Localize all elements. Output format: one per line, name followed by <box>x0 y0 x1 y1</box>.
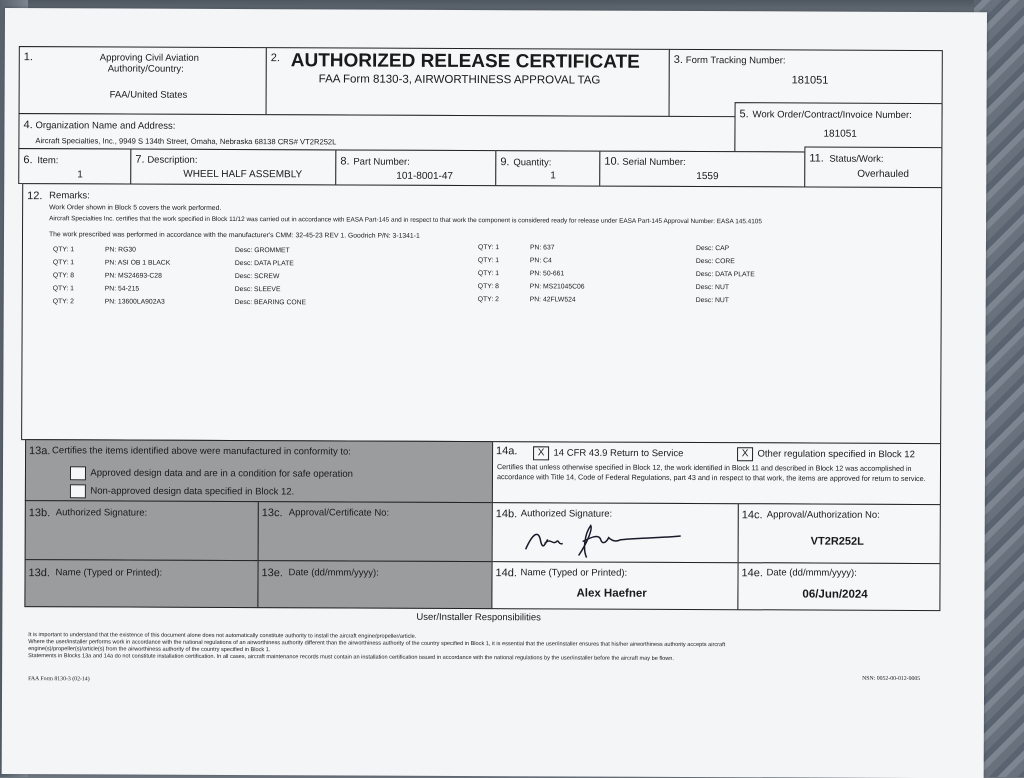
part-qty: QTY: 1 <box>53 246 74 253</box>
block-9-label: Quantity: <box>513 157 551 168</box>
block-6 <box>18 148 131 184</box>
block-13d <box>24 559 258 608</box>
remarks-line-2: Aircraft Specialties Inc. certifies that the work specified in Block 11/12 was carried out in accordance with EASA Part-145 and in respect to that work the component is considered ready for release under EASA Part-145 Approval Number: EASA 145.4105 <box>49 215 762 225</box>
block-3-number: 3. <box>674 54 683 66</box>
remarks-line-1: Work Order shown in Block 5 covers the work performed. <box>49 204 221 212</box>
block-14e <box>737 562 940 611</box>
responsibilities-heading: User/Installer Responsibilities <box>416 612 541 624</box>
block-13d-label: Name (Typed or Printed): <box>56 567 163 578</box>
block-13a-label: Certifies the items identified above were manufactured in conformity to: <box>52 445 351 457</box>
block-13c <box>258 501 493 562</box>
block-14d-label: Name (Typed or Printed): <box>521 567 628 578</box>
form-revision-id: FAA Form 8130-3 (02-14) <box>28 676 90 682</box>
block-13b-label: Authorized Signature: <box>56 507 147 518</box>
block-2-number: 2. <box>271 52 280 64</box>
part-qty: QTY: 1 <box>478 257 499 264</box>
block-12-label: Remarks: <box>49 190 90 201</box>
block-10 <box>599 151 805 188</box>
block-6-label: Item: <box>37 155 58 166</box>
approval-number-value: VT2R252L <box>811 536 864 548</box>
remarks-line-3: The work prescribed was performed in accordance with the manufacturer's CMM: 32-45-23 REV 1. Goodrich P/N: 3-1341-1 <box>49 231 420 240</box>
status-work-value: Overhauled <box>857 169 909 180</box>
form-subtitle: FAA Form 8130-3, AIRWORTHINESS APPROVAL TAG <box>319 73 601 86</box>
block-1 <box>19 46 267 115</box>
item-number: 1 <box>77 169 83 180</box>
block-13b <box>25 500 259 561</box>
return-to-service-checkbox[interactable]: X <box>533 446 549 460</box>
block-14d-number: 14d. <box>496 567 517 579</box>
part-qty: QTY: 8 <box>53 272 74 279</box>
block-13e <box>257 560 492 609</box>
part-qty: QTY: 1 <box>53 285 74 292</box>
block-14a-number: 14a. <box>496 445 517 457</box>
block-13b-number: 13b. <box>29 507 50 519</box>
part-pn: PN: ASI OB 1 BLACK <box>105 259 170 266</box>
part-qty: QTY: 1 <box>53 259 74 266</box>
block-13c-label: Approval/Certificate No: <box>289 507 389 518</box>
block-14c <box>738 503 941 564</box>
block-14e-label: Date (dd/mmm/yyyy): <box>767 567 857 578</box>
block-13d-number: 13d. <box>29 567 50 579</box>
serial-number-value: 1559 <box>696 171 718 182</box>
block-4-label: Organization Name and Address: <box>35 120 175 132</box>
block-14b-label: Authorized Signature: <box>521 508 612 519</box>
part-desc: Desc: GROMMET <box>235 247 290 254</box>
other-regulation-label: Other regulation specified in Block 12 <box>757 449 914 461</box>
block-5 <box>734 102 942 153</box>
block-14b-number: 14b. <box>496 508 517 520</box>
part-pn: PN: 54-215 <box>105 285 139 292</box>
part-pn: PN: MS24693-C28 <box>105 272 162 279</box>
certificate-paper <box>2 8 987 778</box>
block-13e-label: Date (dd/mmm/yyyy): <box>289 567 379 578</box>
block-9-number: 9. <box>500 156 509 168</box>
organization-name-address: Aircraft Specialties, Inc., 9949 S 134th Street, Omaha, Nebraska 68138 CRS# VT2R252L <box>35 136 336 146</box>
nsn-number: NSN: 0052-00-012-9005 <box>862 676 920 682</box>
return-to-service-label: 14 CFR 43.9 Return to Service <box>553 448 683 460</box>
block-1-value: FAA/United States <box>110 89 188 100</box>
block-14c-number: 14c. <box>742 509 763 521</box>
part-pn: PN: MS21045C06 <box>530 283 585 290</box>
block-14a <box>492 441 941 505</box>
block-13a <box>25 439 493 503</box>
part-qty: QTY: 2 <box>53 298 74 305</box>
block-5-label: Work Order/Contract/Invoice Number: <box>753 109 912 121</box>
block-12-remarks <box>21 183 942 444</box>
other-regulation-checkbox[interactable]: X <box>737 447 753 461</box>
part-desc: Desc: SLEEVE <box>235 286 281 293</box>
block-11-label: Status/Work: <box>829 154 883 165</box>
part-desc: Desc: CAP <box>696 245 729 252</box>
block-9 <box>495 150 600 186</box>
block-6-number: 6. <box>23 154 32 166</box>
part-desc: Desc: SCREW <box>235 273 280 280</box>
block-11-number: 11. <box>809 153 824 165</box>
part-qty: QTY: 8 <box>478 283 499 290</box>
block-13a-number: 13a. <box>29 445 50 457</box>
part-desc: Desc: NUT <box>696 284 729 291</box>
block-14a-certification-text: Certifies that unless otherwise specified in Block 12, the work identified in Block 11 and described in Block 12 was accomplished in accordance with Title 14, Code of Federal Regulations, part 43 and in respect to that work, the items are approved for return to service. <box>497 462 937 483</box>
approved-design-checkbox[interactable] <box>70 466 86 480</box>
block-1-number: 1. <box>24 51 33 63</box>
block-7 <box>130 149 336 186</box>
block-14e-number: 14e. <box>742 567 763 579</box>
part-qty: QTY: 2 <box>478 296 499 303</box>
part-desc: Desc: NUT <box>696 297 729 304</box>
block-3-label: Form Tracking Number: <box>686 55 786 66</box>
part-desc: Desc: BEARING CONE <box>235 299 306 306</box>
block-13a-option-2[interactable] <box>70 482 294 501</box>
date-value: 06/Jun/2024 <box>802 588 867 600</box>
responsibilities-paragraph-2: Where the user/installer performs work in accordance with the national regulations of an airworthiness authority different than the airworthiness authority of the country specified in Block 1, it is essential that the user/installer ensures that his/her airworthiness authority accepts aircraft <box>28 639 725 648</box>
block-13a-option-1[interactable] <box>70 464 353 483</box>
block-14c-label: Approval/Authorization No: <box>767 509 880 520</box>
block-8-number: 8. <box>340 155 349 167</box>
block-14b <box>492 502 739 563</box>
block-12-number: 12. <box>27 190 42 202</box>
part-qty: QTY: 1 <box>478 270 499 277</box>
part-pn: PN: 13600LA902A3 <box>105 298 165 305</box>
part-pn: PN: 50-661 <box>530 270 564 277</box>
block-7-number: 7. <box>135 154 144 166</box>
part-pn: PN: RG30 <box>105 246 136 253</box>
part-number-value: 101-8001-47 <box>396 171 453 182</box>
block-13c-number: 13c. <box>262 507 283 519</box>
form-tracking-number: 181051 <box>792 74 829 86</box>
block-10-number: 10. <box>604 156 619 168</box>
block-8-label: Part Number: <box>353 157 410 168</box>
form-title: AUTHORIZED RELEASE CERTIFICATE <box>291 50 640 74</box>
block-1-label-line1: Approving Civil Aviation <box>100 52 199 63</box>
block-4 <box>18 113 735 152</box>
part-pn: PN: C4 <box>530 257 552 264</box>
work-order-number: 181051 <box>823 129 856 140</box>
part-qty: QTY: 1 <box>478 244 499 251</box>
authorized-signature-image <box>521 519 691 562</box>
part-desc: Desc: CORE <box>696 258 735 265</box>
block-5-number: 5. <box>740 108 749 120</box>
non-approved-design-checkbox[interactable] <box>70 484 86 498</box>
block-13e-number: 13e. <box>262 567 283 579</box>
approved-design-label: Approved design data and are in a condition for safe operation <box>90 468 353 480</box>
responsibilities-paragraph-3: engine(s)/propeller(s)/article(s) from the airworthiness authority of the country specified in Block 1. <box>28 646 270 653</box>
part-desc: Desc: DATA PLATE <box>235 260 294 267</box>
part-pn: PN: 637 <box>530 244 555 251</box>
description-value: WHEEL HALF ASSEMBLY <box>183 169 302 181</box>
part-desc: Desc: DATA PLATE <box>696 271 755 278</box>
responsibilities-paragraph-4: Statements in Blocks 13a and 14a do not constitute installation certification. In all cases, aircraft maintenance records must contain an installation certification issued in accordance with the national regulations by the user/installer before the aircraft may be flown. <box>28 653 674 662</box>
block-1-label-line2: Authority/Country: <box>108 63 184 74</box>
non-approved-design-label: Non-approved design data specified in Block 12. <box>90 486 294 498</box>
block-11 <box>804 146 942 188</box>
quantity-value: 1 <box>550 170 556 181</box>
part-pn: PN: 42FLW524 <box>530 296 576 303</box>
printed-name-value: Alex Haefner <box>576 587 646 599</box>
block-7-label: Description: <box>147 155 197 166</box>
block-14a-option-1[interactable] <box>533 444 683 463</box>
block-2 <box>266 47 670 117</box>
block-14d <box>491 561 738 610</box>
responsibilities-paragraph-1: It is important to understand that the existence of this document alone does not automatically constitute authority to install the aircraft engine/propeller/article. <box>28 632 416 640</box>
block-14a-option-2[interactable] <box>737 445 915 464</box>
block-4-number: 4. <box>23 119 32 131</box>
block-10-label: Serial Number: <box>622 157 685 168</box>
block-8 <box>335 149 496 186</box>
